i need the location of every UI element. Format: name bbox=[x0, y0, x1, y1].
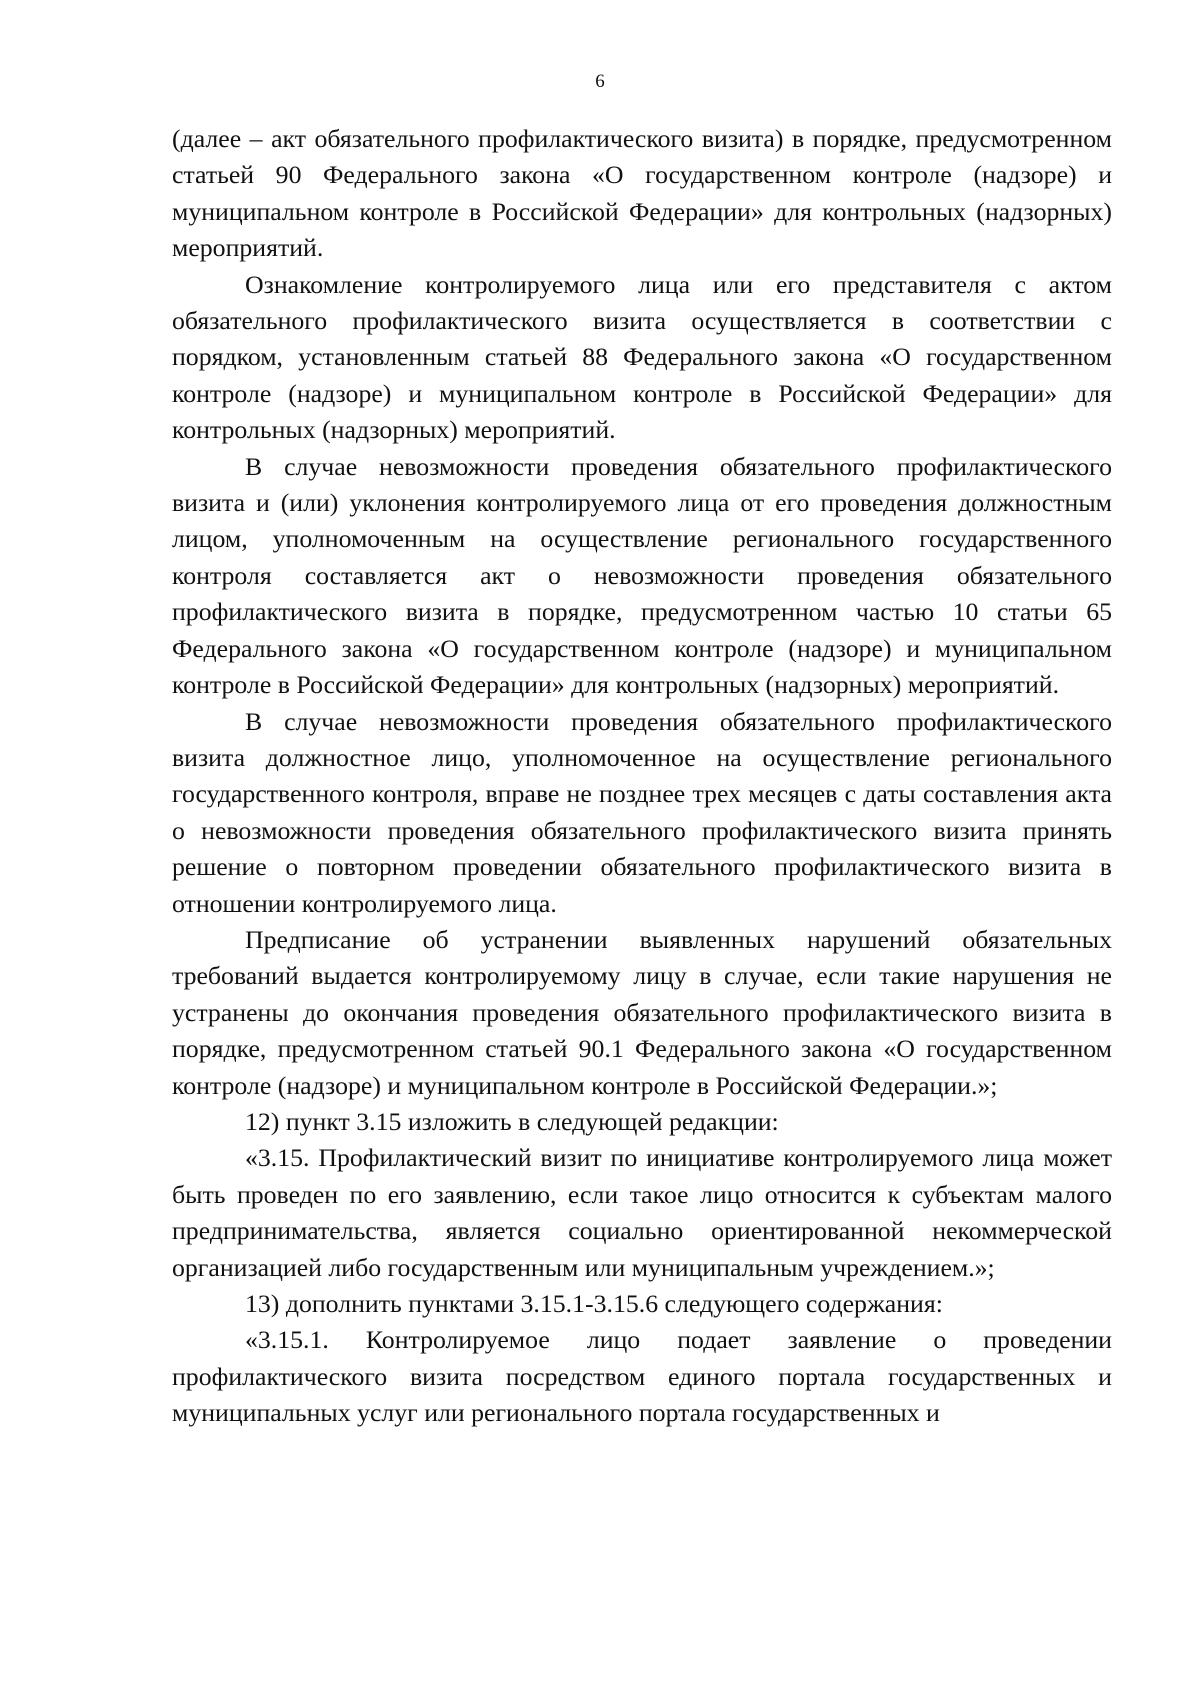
paragraph-continuation: (далее – акт обязательного профилактического визита) в порядке, предусмотренном статьей 90 Федерального закона «О государственном контроле (надзоре) и муниципальном контроле в Российской Федерации» для контрольных (надзорных) мероприятий. bbox=[172, 124, 1112, 263]
paragraph-impossibility-act: В случае невозможности проведения обязательного профилактического визита и (или) уклонения контролируемого лица от его проведения должностным лицом, уполномоченным на осуществление регионального государственного контроля составляется акт о невозможности проведения обязательного профилактического визита в порядке, предусмотренном частью 10 статьи 65 Федерального закона «О государственном контроле (надзоре) и муниципальном контроле в Российской Федерации» для контрольных (надзорных) мероприятий. bbox=[172, 451, 1112, 700]
paragraph-item-13: 13) дополнить пунктами 3.15.1-3.15.6 следующего содержания: bbox=[245, 1289, 943, 1318]
paragraph-clause-3-15: «3.15. Профилактический визит по инициативе контролируемого лица может быть проведен по его заявлению, если такое лицо относится к субъектам малого предпринимательства, является социально ориентированной некоммерческой организацией либо государственным или муниципальным учреждением.»; bbox=[172, 1143, 1112, 1282]
paragraph-familiarization: Ознакомление контролируемого лица или его представителя с актом обязательного профилактического визита осуществляется в соответствии с порядком, установленным статьей 88 Федерального закона «О государственном контроле (надзоре) и муниципальном контроле в Российской Федерации» для контрольных (надзорных) мероприятий. bbox=[172, 269, 1112, 445]
paragraph-item-12: 12) пункт 3.15 изложить в следующей редакции: bbox=[245, 1106, 779, 1136]
paragraph-clause-3-15-1: «3.15.1. Контролируемое лицо подает заявление о проведении профилактического визита посредством единого портала государственных и муниципальных услуг или регионального портала государственных и bbox=[172, 1325, 1112, 1428]
page-number: 6 bbox=[595, 71, 605, 92]
document-body bbox=[172, 121, 1112, 1432]
paragraph-repeat-visit: В случае невозможности проведения обязательного профилактического визита должностное лицо, уполномоченное на осуществление регионального государственного контроля, вправе не позднее трех месяцев с даты составления акта о невозможности проведения обязательного профилактического визита принять решение о повторном проведении обязательного профилактического визита в отношении контролируемого лица. bbox=[172, 706, 1112, 918]
paragraph-order: Предписание об устранении выявленных нарушений обязательных требований выдается контролируемому лицу в случае, если такие нарушения не устранены до окончания проведения обязательного профилактического визита в порядке, предусмотренном статьей 90.1 Федерального закона «О государственном контроле (надзоре) и муниципальном контроле в Российской Федерации.»; bbox=[172, 924, 1112, 1100]
